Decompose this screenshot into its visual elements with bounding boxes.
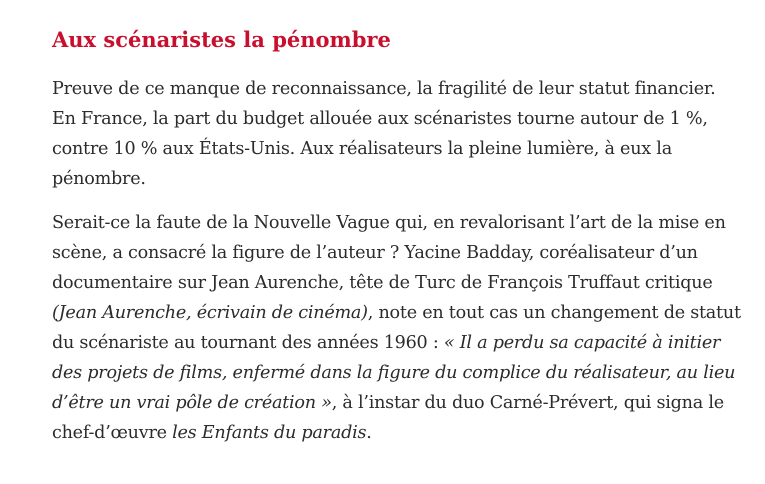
quote: « Il a perdu sa capacité à initier des projets de films, enfermé dans la figure du complice du réalisateur, au lieu d’être un vrai pôle de création » <box>52 333 736 413</box>
paragraph-text: , à l’instar du duo Carné-Prévert, qui signa le chef-d’œuvre <box>52 393 724 443</box>
paragraph-nouvelle-vague <box>52 208 742 448</box>
paragraph-text: Serait-ce la faute de la Nouvelle Vague qui, en revalorisant l’art de la mise en scène, a consacré la figure de l’auteur ? Yacine Badday, coréalisateur d’un documentaire sur Jean Aurenche, tête de Turc de François Truffaut critique <box>52 213 726 293</box>
documentary-title: (Jean Aurenche, écrivain de cinéma) <box>52 303 368 323</box>
paragraph-budget: Preuve de ce manque de reconnaissance, la fragilité de leur statut financier. En France, la part du budget allouée aux scénaristes tourne autour de 1 %, contre 10 % aux États-Unis. Aux réalisateurs la pleine lumière, à eux la pénombre. <box>52 79 716 189</box>
paragraph-text: . <box>366 423 372 443</box>
paragraph-text: , note en tout cas un changement de statut du scénariste au tournant des années 1960 : <box>52 303 741 353</box>
article-body <box>52 26 742 462</box>
film-title: les Enfants du paradis <box>172 423 367 443</box>
section-title: Aux scénaristes la pénombre <box>52 27 391 52</box>
